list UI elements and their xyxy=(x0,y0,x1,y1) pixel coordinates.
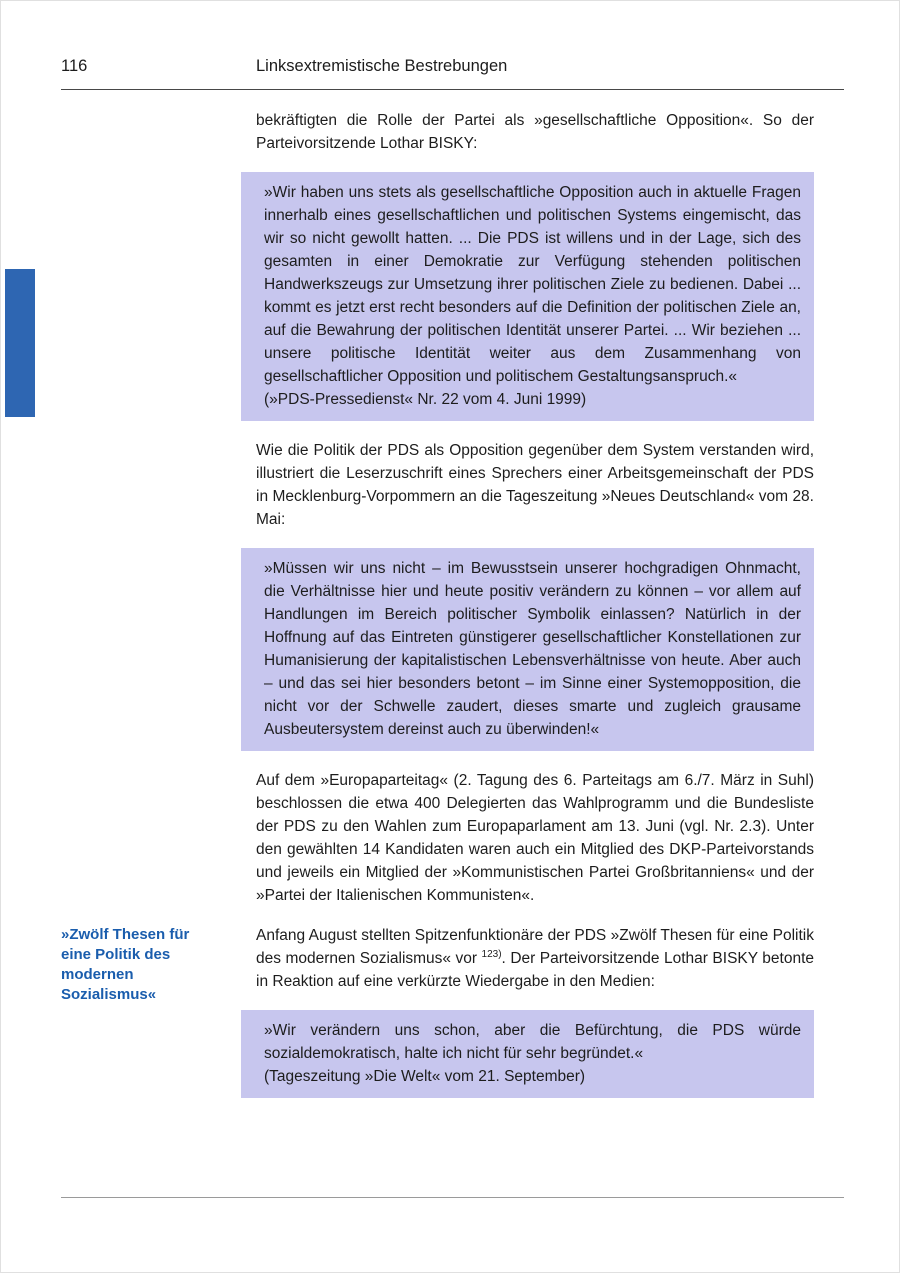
header-title: Linksextremistische Bestrebungen xyxy=(256,57,508,75)
margin-note: »Zwölf Thesen für eine Politik des modernen Sozialismus« xyxy=(61,926,190,1003)
quote-block-1 xyxy=(241,172,814,421)
body-column xyxy=(61,109,814,1098)
paragraph-4 xyxy=(256,924,814,993)
quote-3-source: (Tageszeitung »Die Welt« vom 21. September) xyxy=(264,1068,586,1085)
page-header xyxy=(1,1,899,76)
quote-3-text: »Wir verändern uns schon, aber die Befürchtung, die PDS würde sozialdemokratisch, halte ich nicht für sehr begründet.« xyxy=(264,1022,801,1062)
quote-2-text: »Müssen wir uns nicht – im Bewusstsein unserer hochgradigen Ohnmacht, die Verhältnisse hier und heute positiv verändern zu können – vor allem auf Handlungen im Bereich politischer Symbolik einlassen? Natürlich in der Hoffnung auf das Eintreten günstigerer gesellschaftlicher Konstellationen zur Humanisierung der kapitalistischen Lebensverhältnisse von heute. Aber auch – und das sei hier besonders betont – im Sinne einer Systemopposition, die nicht vor der Schwelle zaudert, dieses smarte und zugleich grausame Ausbeutersystem dereinst auch zu überwinden!« xyxy=(264,560,801,738)
footer-rule xyxy=(61,1197,844,1198)
paragraph-3: Auf dem »Europaparteitag« (2. Tagung des 6. Parteitags am 6./7. März in Suhl) beschlossen die etwa 400 Delegierten das Wahlprogramm und die Bundesliste der PDS zu den Wahlen zum Europaparlament am 13. Juni (vgl. Nr. 2.3). Unter den gewählten 14 Kandidaten waren auch ein Mitglied des DKP-Parteivorstands und jeweils ein Mitglied der »Kommunistischen Partei Großbritanniens« und der »Partei der Italienischen Kommunisten«. xyxy=(256,772,814,904)
paragraph-4-text-cont: . Der Parteivorsitzende Lothar BISKY betonte in Reaktion auf eine verkürzte Wiedergabe in den Medien: xyxy=(256,950,814,990)
paragraph-4-text: Anfang August stellten Spitzenfunktionäre der PDS »Zwölf Thesen für eine Politik des modernen Sozialismus« vor xyxy=(256,927,814,967)
quote-block-2 xyxy=(241,548,814,751)
footnote-ref: 123) xyxy=(481,948,502,960)
quote-block-3 xyxy=(241,1010,814,1098)
header-rule xyxy=(61,89,844,90)
quote-1-source: (»PDS-Pressedienst« Nr. 22 vom 4. Juni 1999) xyxy=(264,391,587,408)
quote-1-text: »Wir haben uns stets als gesellschaftliche Opposition auch in aktuelle Fragen innerhalb eines gesellschaftlichen und politischen Systems eingemischt, das wir so nicht gewollt hatten. ... Die PDS ist willens und in der Lage, sich des gesamten in einer Demokratie zur Verfügung stehenden politischen Handwerkszeugs zur Umsetzung ihrer politischen Ziele zu bedienen. Dabei ... kommt es jetzt erst recht besonders auf die Definition der politischen Ziele an, auf die Bewahrung der politischen Identität unserer Partei. ... Wir beziehen ... unsere politische Identität weiter aus dem Zusammenhang von gesellschaftlicher Opposition und politischem Gestaltungsanspruch.« xyxy=(264,184,801,385)
chapter-edge-marker xyxy=(5,269,35,417)
paragraph-1: bekräftigten die Rolle der Partei als »gesellschaftliche Opposition«. So der Parteivorsitzende Lothar BISKY: xyxy=(256,112,814,152)
page-number: 116 xyxy=(61,57,88,75)
paragraph-2: Wie die Politik der PDS als Opposition gegenüber dem System verstanden wird, illustriert die Leserzuschrift eines Sprechers einer Arbeitsgemeinschaft der PDS in Mecklenburg-Vorpommern an die Tageszeitung »Neues Deutschland« vom 28. Mai: xyxy=(256,442,814,528)
paragraph-4-wrap xyxy=(61,924,814,1003)
